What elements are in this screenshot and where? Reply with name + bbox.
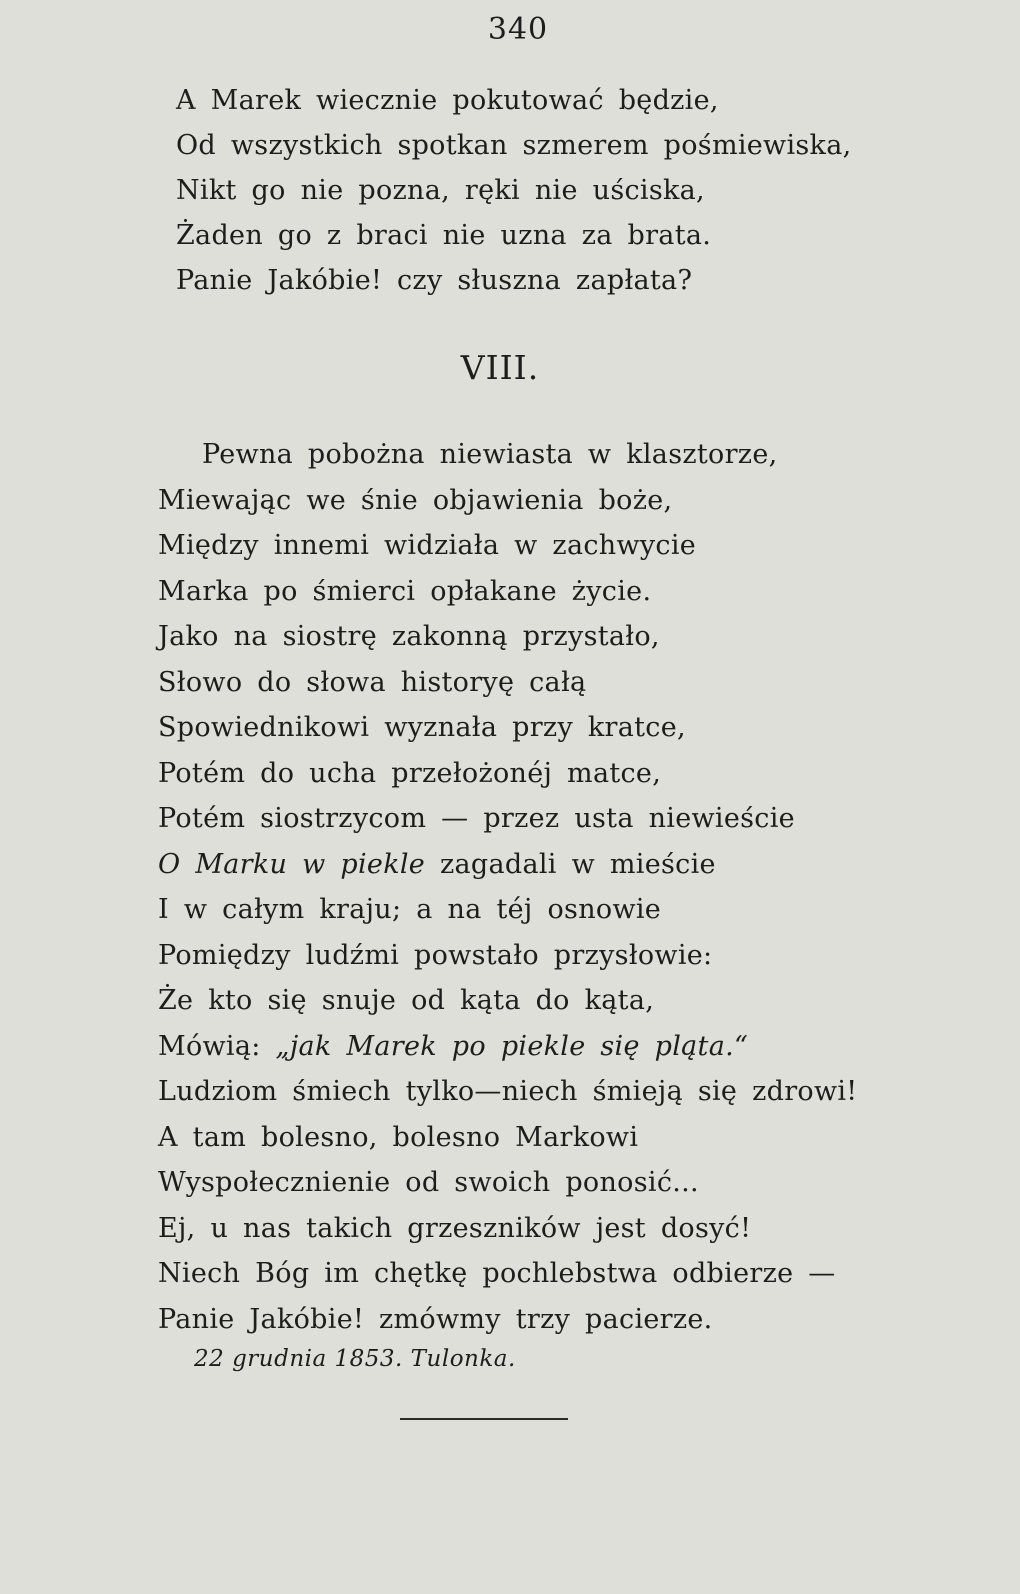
italic-quote: „jak Marek po piekle się pląta.“ (275, 1030, 749, 1062)
verse-line: I w całym kraju; a na téj osnowie (158, 894, 662, 925)
verse-line: Marka po śmierci opłakane życie. (158, 575, 652, 607)
closing-rule (400, 1418, 568, 1420)
date-signature: 22 grudnia 1853. Tulonka. (194, 1346, 516, 1372)
verse-line: Panie Jakóbie! zmówmy trzy pacierze. (158, 1303, 713, 1335)
verse-line: Nikt go nie pozna, ręki nie uściska, (176, 175, 705, 206)
verse-line: Żaden go z braci nie uzna za brata. (176, 220, 712, 251)
section-heading: VIII. (460, 348, 540, 387)
verse-line: Potém siostrzycom — przez usta niewieście (158, 803, 795, 834)
verse-text: Mówią: (158, 1030, 276, 1062)
verse-line: Panie Jakóbie! czy słuszna zapłata? (176, 265, 693, 296)
verse-line: Potém do ucha przełożonéj matce, (158, 757, 662, 789)
stanza-vii-ending (176, 78, 852, 303)
page-number: 340 (487, 12, 549, 47)
verse-line: Od wszystkich spotkan szmerem pośmiewiska, (176, 130, 852, 161)
verse-line (158, 842, 857, 888)
verse-line: Miewając we śnie objawienia boże, (158, 484, 673, 516)
verse-line: Wyspołecznienie od swoich ponosić... (158, 1167, 699, 1198)
verse-line: Niech Bóg im chętkę pochlebstwa odbierze — (158, 1258, 836, 1289)
verse-line: Ej, u nas takich grzeszników jest dosyć! (158, 1212, 752, 1244)
verse-line (158, 1024, 857, 1070)
verse-line: Ludziom śmiech tylko—niech śmieją się zdrowi! (158, 1076, 858, 1107)
verse-text: zagadali w mieście (425, 848, 716, 880)
verse-line: Spowiednikowi wyznała przy kratce, (158, 712, 686, 743)
verse-line: Słowo do słowa historyę całą (158, 666, 587, 698)
verse-line: Pewna pobożna niewiasta w klasztorze, (202, 439, 778, 470)
verse-line: A Marek wiecznie pokutować będzie, (176, 85, 719, 116)
stanza-viii (158, 432, 857, 1342)
italic-phrase: O Marku w piekle (158, 848, 426, 880)
verse-line: A tam bolesno, bolesno Markowi (158, 1121, 639, 1153)
verse-line: Że kto się snuje od kąta do kąta, (158, 985, 655, 1016)
verse-line: Jako na siostrę zakonną przystało, (158, 621, 660, 652)
verse-line: Między innemi widziała w zachwycie (158, 530, 697, 561)
verse-line: Pomiędzy ludźmi powstało przysłowie: (158, 939, 713, 971)
